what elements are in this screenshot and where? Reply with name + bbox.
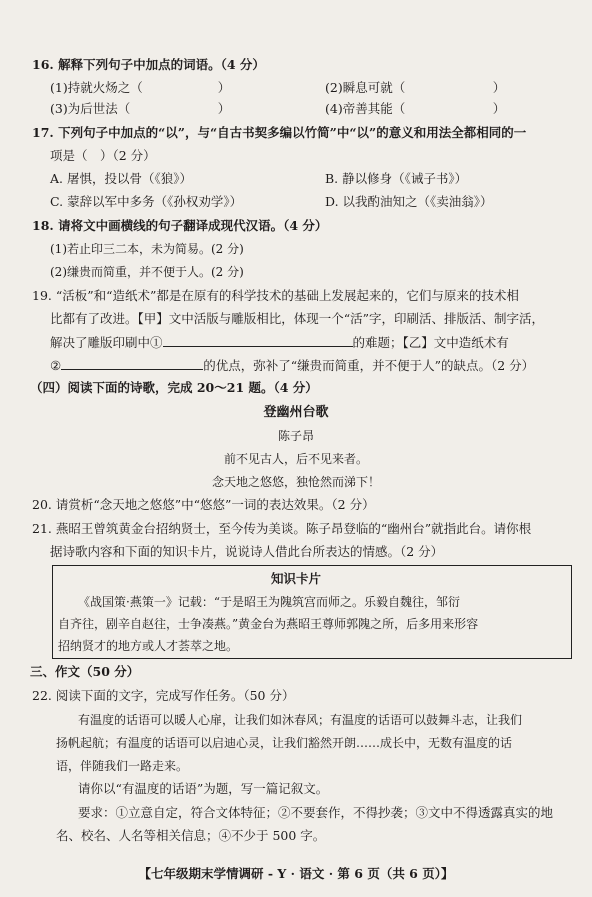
q19-line-1: 19. “活板”和“造纸术”都是在原有的科学技术的基础上发展起来的，它们与原来的技术相 [32,288,519,303]
poem-line-1: 前不见古人，后不见来者。 [223,452,368,466]
q22-title: 22. 阅读下面的文字，完成写作任务。（50 分） [32,688,295,703]
q17-option-a: A. 屠惧，投以骨（《狼》） [50,171,192,186]
section-3-title: 三、作文（50 分） [30,664,140,679]
q19-line-4 [50,357,534,374]
q21-line-2: 据诗歌内容和下面的知识卡片，说说诗人借此台所表达的情感。（2 分） [50,544,444,559]
q22-requirements-line-1: 要求：①立意自定，符合文体特征；②不要套作，不得抄袭；③文中不得透露真实的地 [78,805,554,820]
q18-title: 18. 请将文中画横线的句子翻译成现代汉语。（4 分） [32,218,328,233]
q16-title: 16. 解释下列句子中加点的词语。（4 分） [32,57,265,72]
knowledge-card-line-2: 自齐往，剧辛自赵往，士争凑燕。”黄金台为燕昭王尊师郭隗之所，后多用来形容 [58,617,479,631]
section-4-title: （四）阅读下面的诗歌，完成 20～21 题。（4 分） [30,380,318,395]
q17-option-d: D. 以我酌油知之（《卖油翁》） [325,194,493,209]
q22-paragraph-line-1: 有温度的话语可以暖人心扉，让我们如沐春风；有温度的话语可以鼓舞斗志，让我们 [78,713,523,727]
poem-title: 登幽州台歌 [263,405,329,420]
q19-line-4-end: 的优点，弥补了“缣贵而简重，并不便于人”的缺点。（2 分） [203,358,535,373]
q16-item-1: (1)持就火炀之（ ） [50,80,231,95]
q18-item-2: (2)缣贵而简重，并不便于人。(2 分) [50,265,244,279]
q16-item-2: (2)瞬息可就（ ） [325,80,506,95]
q17-stem-line2: 项是（ ）（2 分） [50,148,156,163]
q19-line-3-start: 解决了雕版印刷中① [50,335,163,350]
knowledge-card-line-1: 《战国策·燕策一》记载：“于是昭王为隗筑宫而师之。乐毅自魏往，邹衍 [78,595,460,609]
q19-line-3 [50,334,509,351]
poem-author: 陈子昂 [277,429,314,443]
q22-requirements-line-2: 名、校名、人名等相关信息；④不少于 500 字。 [56,828,326,843]
q17-option-c: C. 蒙辞以军中多务（《孙权劝学》） [50,194,243,209]
q17-option-b: B. 静以修身（《诫子书》） [325,171,468,186]
q21-line-1: 21. 燕昭王曾筑黄金台招纳贤士，至今传为美谈。陈子昂登临的“幽州台”就指此台。请你根 [32,521,532,536]
q22-paragraph-line-2: 扬帆起航；有温度的话语可以启迪心灵，让我们豁然开朗……成长中，无数有温度的话 [56,736,513,750]
q19-line-3-end: 的难题；【乙】文中造纸术有 [352,335,509,350]
q16-item-3: (3)为后世法（ ） [50,101,231,116]
knowledge-card-title: 知识卡片 [270,571,321,586]
answer-blank-2[interactable] [61,357,203,370]
q19-line-4-start: ② [50,358,62,373]
answer-blank-1[interactable] [163,334,353,347]
q16-item-4: (4)帝善其能（ ） [325,101,506,116]
page-footer: 【七年级期末学情调研 - Y · 语文 · 第 6 页（共 6 页）】 [138,866,454,881]
q20-text: 20. 请赏析“念天地之悠悠”中“悠悠”一词的表达效果。（2 分） [32,497,375,512]
knowledge-card-line-3: 招纳贤才的地方或人才荟萃之地。 [58,639,239,653]
q19-line-2: 比都有了改进。【甲】文中活版与雕版相比，体现一个“活”字，印刷活、排版活、制字活， [50,311,545,326]
q18-item-1: (1)若止印三二本，未为简易。(2 分) [50,242,244,256]
q22-paragraph-line-3: 语，伴随我们一路走来。 [56,759,189,773]
q22-task: 请你以“有温度的话语”为题，写一篇记叙文。 [78,781,329,796]
q17-stem-line1: 17. 下列句子中加点的“以”，与“自古书契多编以竹简”中“以”的意义和用法全都相同的一 [32,125,527,140]
poem-line-2: 念天地之悠悠，独怆然而涕下！ [211,475,380,489]
